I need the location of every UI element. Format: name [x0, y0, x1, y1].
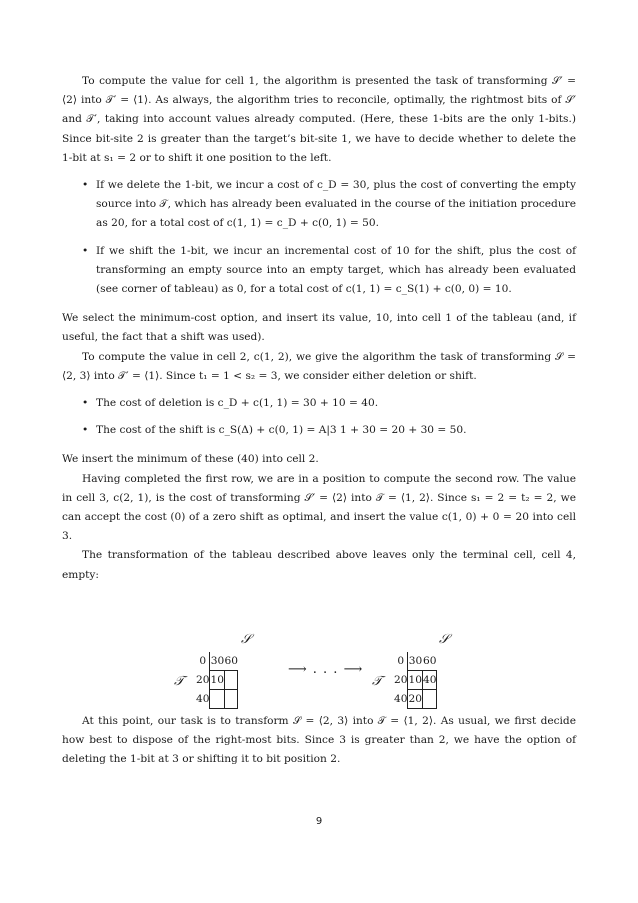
cell: 20: [394, 674, 408, 686]
source-label: 𝒮: [438, 632, 450, 647]
cell: 0: [199, 655, 207, 668]
bullet-delete-option: • If we delete the 1-bit, we incur a cost of c_D = 30, plus the cost of converting the empty source into 𝒯, which has already been evaluated in the course of the initiation procedure as 20, for a total cost of c(1, 1) = c_D + c(0, 1) = 50.: [62, 176, 576, 234]
cell: 30: [408, 652, 422, 671]
bullet-shift-option: • If we shift the 1-bit, we incur an incremental cost of 10 for the shift, plus the cost of transforming an empty source into an empty target, which has already been evaluated (see corner of tableau) as 0, for a total cost of c(1, 1) = c_S(1) + c(0, 0) = 10.: [62, 242, 576, 300]
cell: 30: [210, 652, 224, 671]
tableau-grid: [394, 652, 437, 709]
cell: 40: [196, 693, 210, 705]
paragraph-cell1: To compute the value for cell 1, the algorithm is presented the task of transforming 𝒮′ = ⟨2⟩ into 𝒯′ = ⟨1⟩. As always, the algorithm tries to reconcile, optimally, the rightmost bits of 𝒮′ and 𝒯′, taking into account values already computed. (Here, these 1-bits are the only 1-bits.) Since bit-site 2 is greater than the target’s bit-site 1, we have to decide whether to delete the 1-bit at s₁ = 2 or to shift it one position to the left.: [62, 75, 576, 164]
cell: 60: [422, 655, 437, 667]
cell: 10: [408, 671, 422, 690]
cell: [210, 690, 224, 709]
page-body: [62, 72, 576, 766]
bullet-shift-cost: • The cost of the shift is c_S(Δ) + c(0, 1) = A|3 1 + 30 = 20 + 30 = 50.: [62, 421, 576, 440]
paragraph-insert-minimum: We insert the minimum of these (40) into cell 2.: [62, 453, 319, 466]
paragraph-select-minimum: We select the minimum-cost option, and insert its value, 10, into cell 1 of the tableau (and, if useful, the fact that a shift was used).: [62, 312, 576, 344]
cell: 20: [196, 674, 210, 686]
transform-arrow: ⟶ . . . ⟶: [288, 662, 364, 677]
cell: 60: [224, 655, 238, 667]
page-number: 9: [315, 816, 323, 827]
source-label: 𝒮: [240, 632, 252, 647]
cell: [224, 690, 237, 709]
cell: [422, 690, 436, 709]
closing-section: [62, 712, 576, 770]
target-label: 𝒯: [372, 674, 382, 689]
target-label: 𝒯: [174, 674, 184, 689]
cell: 20: [408, 690, 422, 709]
paragraph-next-task: At this point, our task is to transform 𝒮 = ⟨2, 3⟩ into 𝒯 = ⟨1, 2⟩. As usual, we first decide how best to dispose of the right-most bits. Since 3 is greater than 2, we have the option of deleting the 1-bit at 3 or shifting it to bit position 2.: [62, 715, 576, 766]
paragraph-cell2: To compute the value in cell 2, c(1, 2), we give the algorithm the task of transforming 𝒮 = ⟨2, 3⟩ into 𝒯′ = ⟨1⟩. Since t₁ = 1 < s₂ = 3, we consider either deletion or shift.: [62, 350, 576, 382]
cell: 0: [397, 655, 405, 668]
bullet-list-cell1: [62, 176, 576, 299]
tableau-grid: [196, 652, 238, 709]
cell: 10: [210, 671, 224, 690]
cell: [224, 671, 237, 690]
bullet-deletion-cost: • The cost of deletion is c_D + c(1, 1) = 30 + 10 = 40.: [62, 394, 576, 413]
cell: 40: [422, 671, 436, 690]
paragraph-second-row: Having completed the first row, we are in a position to compute the second row. The value in cell 3, c(2, 1), is the cost of transforming 𝒮′ = ⟨2⟩ into 𝒯 = ⟨1, 2⟩. Since s₁ = 2 = t₂ = 2, we can accept the cost (0) of a zero shift as optimal, and insert the value c(1, 0) + 0 = 20 into cell 3.: [62, 472, 576, 543]
paragraph-terminal-cell: The transformation of the tableau described above leaves only the terminal cell, cell 4, empty:: [62, 549, 576, 581]
bullet-list-cell2: [62, 394, 576, 440]
cell: 40: [394, 693, 408, 705]
